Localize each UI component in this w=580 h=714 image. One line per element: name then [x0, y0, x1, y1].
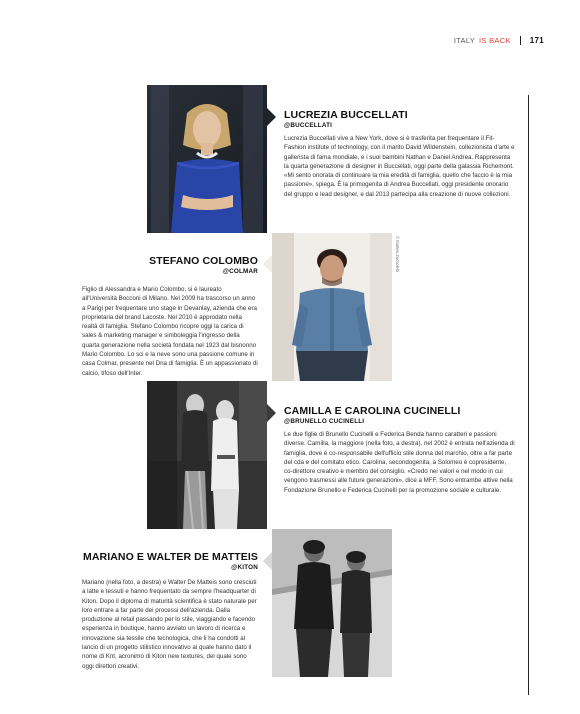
profile-handle-brunello-cucinelli: @BRUNELLO CUCINELLI — [284, 418, 365, 425]
header-divider — [520, 36, 521, 45]
profile-handle-kiton: @KITON — [231, 564, 258, 571]
photo-mariano-walter-de-matteis — [272, 529, 392, 677]
profile-bio-lucrezia: Lucrezia Buccellati vive a New York, dove si è trasferita per frequentare il Fit-Fashion institute of technology, con il marito David Wildenstein, collezionista d'arte e gallerista di fama mondiale, e i suoi bambini Nathan e Daniel Andrea. Rappresenta la quarta generazione di designer in Buccellati, oggi parte della galassia Richemont. «Mi sento onorata di continuare la mia eredità di famiglia, quello che faccio è la mia passione», spiega. È la primogenita di Andrea Buccellati, oggi presidente onorario del gruppo e lead designer, e dal 2013 partecipa alla creazione di nuove collezioni. — [284, 135, 515, 198]
profile-bio-de-matteis: Mariano (nella foto, a destra) e Walter De Matteis sono cresciuti a latte e tessuti e hanno frequentato da sempre l'headquarter di Kiton. Dopo il diploma di maturità scientifica è stato naturale per loro entrare a far parte dei processi dell'azienda. Dalla produzione al retail passando per lo stile, viaggiando e facendo esperienza in boutique, hanno avviato un lavoro di ricerca e innovazione sia tessile che tecnologica, che li ha condotti al lancio di un progetto stilistico innovativo al quale hanno dato il nome di Knt, acronimo di Kiton new textures, del quale sono oggi direttori creativi. — [82, 579, 257, 670]
page-number: 171 — [529, 36, 544, 45]
photo-notch — [263, 255, 272, 273]
photo-notch — [267, 108, 276, 126]
profile-name-lucrezia: LUCREZIA BUCCELLATI — [284, 109, 408, 121]
photo-camilla-carolina-cucinelli — [147, 381, 267, 529]
profile-name-cucinelli: CAMILLA E CAROLINA CUCINELLI — [284, 405, 461, 417]
section-title-italy: ITALY — [453, 36, 476, 45]
profile-bio-stefano: Figlio di Alessandra e Mario Colombo, si è laureato all'Università Bocconi di Milano. Nel 2009 ha trascorso un anno a Parigi per frequentare uno stage in Devanlay, azienda che era proprietaria del brand Lacoste. Nel 2010 è approdato nella realtà di famiglia. Stefano Colombo ricopre oggi la carica di sales & marketing manager e simboleggia l'ingresso della quarta generazione nella società fondata nel 1923 dal bisnonno Mario Colombo. Lo sci e la neve sono una passione comune in casa Colmar, presente nel Dna di famiglia. È un appassionato di calcio, tifoso dell'Inter. — [82, 286, 258, 377]
profile-name-de-matteis: MARIANO E WALTER DE MATTEIS — [83, 551, 258, 563]
photo-lucrezia-buccellati — [147, 85, 267, 233]
section-title-is-back: IS BACK — [479, 36, 511, 45]
vertical-rule — [528, 95, 529, 695]
profile-handle-buccellati: @BUCCELLATI — [284, 122, 333, 129]
photo-notch — [267, 404, 276, 422]
photo-credit: © Matteo Zoccoletti — [395, 236, 400, 273]
page-header — [454, 36, 544, 45]
profile-bio-cucinelli: Le due figlie di Brunello Cucinelli e Federica Benda hanno caratteri e passioni diverse. Camilla, la maggiore (nella foto, a destra), nel 2002 è entrata nell'azienda di famiglia, dove è co-responsabile dell'ufficio stile donna del marchio, oltre a far parte del cda e del comitato etico. Carolina, secondogenita, a Solomeo è copresidente, co-direttore creativo e membro del consiglio. «Credo nei valori e nel modo in cui vengono trasmessi alle future generazioni», dice a MFF. Sono entrambe attive nella Fondazione Brunello e Federica Cucinelli per la promozione sociale e culturale. — [284, 431, 515, 494]
profile-name-stefano: STEFANO COLOMBO — [149, 255, 258, 267]
profile-handle-colmar: @COLMAR — [222, 268, 258, 275]
photo-notch — [263, 552, 272, 570]
photo-stefano-colombo — [272, 233, 392, 381]
